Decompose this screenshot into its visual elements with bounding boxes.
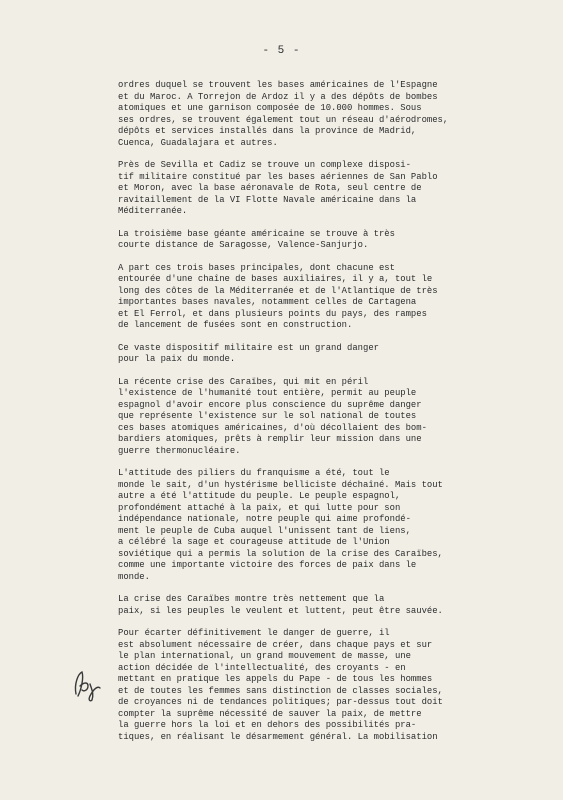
text-line: de lancement de fusées sont en construction. [118,320,353,330]
text-line: et El Ferrol, et dans plusieurs points du pays, des rampes [118,308,427,319]
body-text [118,80,518,754]
text-line: soviétique qui a permis la solution de la crise des Caraïbes, [118,548,443,559]
text-line: Pour écarter définitivement le danger de guerre, il [118,628,390,638]
text-line: Ce vaste dispositif militaire est un grand danger [118,342,379,353]
text-line: a célébré la sage et courageuse attitude de l'Union [118,537,390,547]
text-line: long des côtes de la Méditerranée et de l'Atlantique de très [118,285,438,296]
text-line: pour la paix du monde. [118,354,236,364]
text-line: mettant en pratique les appels du Pape - de tous les hommes [118,674,433,684]
text-line: La récente crise des Caraïbes, qui mit en péril [118,376,369,387]
text-line: Méditerranée. [118,206,188,216]
text-line: compter la suprême nécessité de sauver la paix, de mettre [118,708,422,719]
text-line: et de toutes les femmes sans distinction de classes sociales, [118,685,443,696]
text-line: entourée d'une chaîne de bases auxiliaires, il y a, tout le [118,274,433,284]
text-line: et du Maroc. A Torrejon de Ardoz il y a des dépôts de bombes [118,91,438,102]
text-line: monde le sait, d'un hystérisme belliciste déchaîné. Mais tout [118,479,443,490]
text-line: la guerre hors la loi et en dehors des possibilités pra- [118,720,417,730]
text-line: La troisième base géante américaine se trouve à très [118,228,395,239]
text-line: de croyances ni de tendances politiques; par-dessus tout doit [118,697,443,707]
text-line: atomiques et une garnison composée de 10.000 hommes. Sous [118,103,422,113]
text-line: le plan international, un grand mouvement de masse, une [118,651,411,661]
text-line: indépendance nationale, notre peuple qui aime profondé- [118,514,411,524]
signature-initials-icon [68,664,108,704]
text-line: dépôts et services installés dans la province de Madrid, [118,126,417,136]
text-line: autre a été l'attitude du peuple. Le peuple espagnol, [118,491,401,501]
paragraph [118,468,518,583]
text-line: tiques, en réalisant le désarmement général. La mobilisation [118,731,438,742]
text-line: ses ordres, se trouvent également tout un réseau d'aérodromes, [118,114,449,125]
text-line: Cuenca, Guadalajara et autres. [118,137,278,148]
text-line: paix, si les peuples le veulent et luttent, peut être sauvée. [118,605,443,616]
text-line: ces bases atomiques américaines, d'où décollaient des bom- [118,422,427,433]
paragraph [118,229,518,252]
paragraph [118,628,518,743]
text-line: l'existence de l'humanité tout entière, permit au peuple [118,388,417,398]
text-line: que représente l'existence sur le sol national de toutes [118,411,417,421]
paragraph [118,80,518,149]
text-line: comme une importante victoire des forces de paix dans le [118,560,417,570]
text-line: guerre thermonucléaire. [118,445,241,456]
text-line: tif militaire constitué par les bases aériennes de San Pablo [118,171,438,182]
text-line: monde. [118,571,150,582]
text-line: La crise des Caraïbes montre très nettement que la [118,594,385,604]
text-line: et Moron, avec la base aéronavale de Rota, seul centre de [118,183,422,193]
text-line: L'attitude des piliers du franquisme a été, tout le [118,468,390,478]
text-line: importantes bases navales, notamment celles de Cartagena [118,297,417,307]
paragraph [118,377,518,458]
text-line: ment le peuple de Cuba auquel l'unissent tant de liens, [118,525,411,536]
paragraph [118,160,518,218]
text-line: ordres duquel se trouvent les bases américaines de l'Espagne [118,80,438,90]
text-line: espagnol d'avoir encore plus conscience du suprême danger [118,399,422,410]
page-number: - 5 - [262,45,301,57]
text-line: Près de Sevilla et Cadiz se trouve un complexe disposi- [118,160,411,170]
text-line: est absolument nécessaire de créer, dans chaque pays et sur [118,639,433,650]
text-line: courte distance de Saragosse, Valence-Sanjurjo. [118,240,369,250]
paragraph [118,343,518,366]
paragraph [118,594,518,617]
text-line: bardiers atomiques, prêts à remplir leur mission dans une [118,434,422,444]
paragraph [118,263,518,332]
text-line: ravitaillement de la VI Flotte Navale américaine dans la [118,194,417,205]
text-line: profondément attaché à la paix, et qui lutte pour son [118,502,401,513]
text-line: A part ces trois bases principales, dont chacune est [118,262,395,273]
text-line: action décidée de l'intellectualité, des croyants - en [118,662,406,673]
